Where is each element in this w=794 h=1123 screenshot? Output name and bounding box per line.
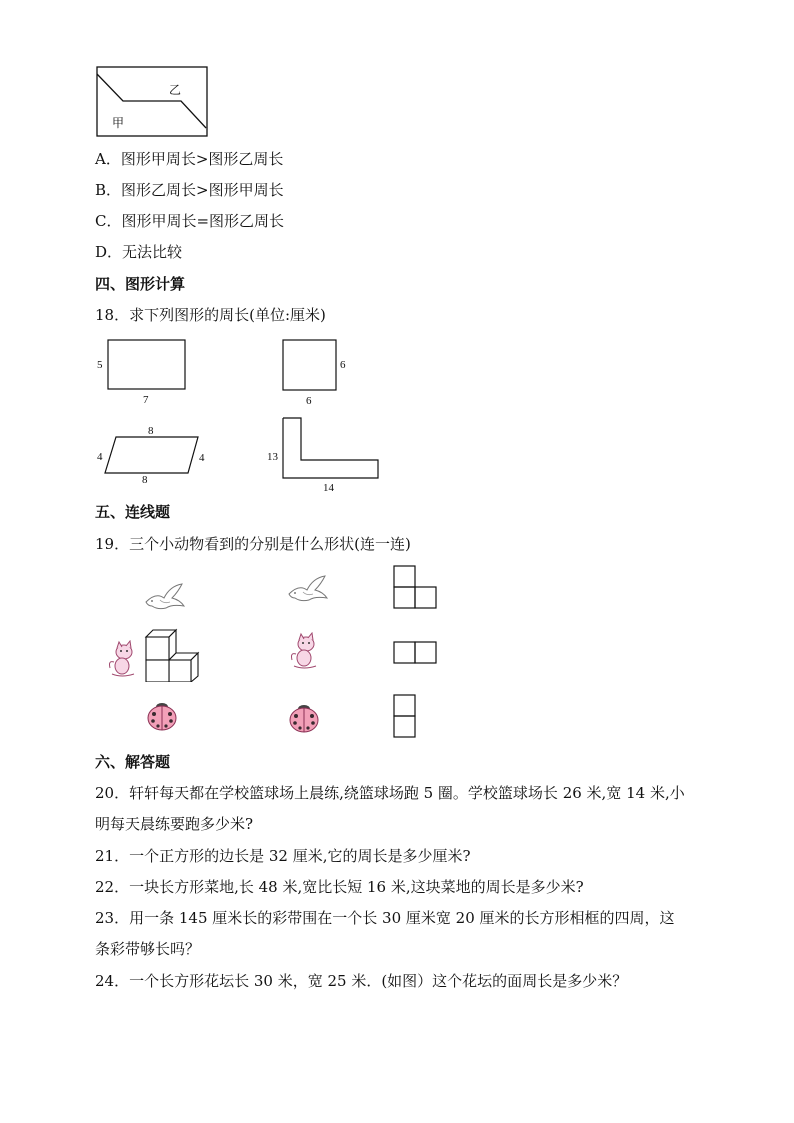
q17-label-jia: 甲 <box>112 116 125 130</box>
view-l-shape <box>393 565 439 611</box>
q18-para-right-label: 4 <box>199 452 205 464</box>
ladybug-icon <box>286 702 322 734</box>
q20-line1: 20．轩轩每天都在学校篮球场上晨练,绕篮球场跑 5 圈。学校篮球场长 26 米,宽 14 米,小 <box>95 784 685 802</box>
q20-line2: 明每天晨练要跑多少米? <box>95 815 254 833</box>
q18-para-bottom-label: 8 <box>142 474 148 486</box>
q18-para-top-label: 8 <box>148 425 154 437</box>
q18-text: 18．求下列图形的周长(单位:厘米) <box>95 306 326 324</box>
q18-square-right-label: 6 <box>340 359 346 371</box>
section-5-title: 五、连线题 <box>95 503 171 521</box>
section-6-title: 六、解答题 <box>95 753 171 771</box>
q18-square-bottom-label: 6 <box>306 395 312 407</box>
q17-label-yi: 乙 <box>169 83 182 97</box>
q18-l-shape <box>282 417 380 480</box>
q23-line1: 23．用一条 145 厘米长的彩带围在一个长 30 厘米宽 20 厘米的长方形相框的四周，这 <box>95 909 675 927</box>
view-vertical-two <box>393 694 417 739</box>
q21-text: 21．一个正方形的边长是 32 厘米,它的周长是多少厘米? <box>95 847 471 865</box>
q19-text: 19．三个小动物看到的分别是什么形状(连一连) <box>95 535 411 553</box>
q22-text: 22．一块长方形菜地,长 48 米,宽比长短 16 米,这块菜地的周长是多少米? <box>95 878 584 896</box>
bird-icon <box>285 574 331 606</box>
q18-rect-height-label: 5 <box>97 359 103 371</box>
q23-line2: 条彩带够长吗？ <box>95 940 201 958</box>
cat-icon <box>104 640 140 678</box>
q18-rectangle <box>107 339 187 391</box>
q18-rect-width-label: 7 <box>143 394 149 406</box>
q18-para-left-label: 4 <box>97 451 103 463</box>
q17-option-b: B．图形乙周长>图形甲周长 <box>95 181 284 199</box>
q18-square <box>282 339 338 392</box>
q17-option-c: C．图形甲周长=图形乙周长 <box>95 212 285 230</box>
view-horizontal-two <box>393 641 439 665</box>
q17-option-a: A．图形甲周长>图形乙周长 <box>95 150 284 168</box>
cube-stack-figure <box>144 628 200 682</box>
q18-parallelogram <box>104 436 200 476</box>
section-4-title: 四、图形计算 <box>95 275 186 293</box>
q18-l-height-label: 13 <box>267 451 278 463</box>
cat-icon <box>286 632 322 670</box>
q24-text: 24．一个长方形花坛长 30 米，宽 25 米．(如图）这个花坛的面周长是多少米？ <box>95 972 628 990</box>
bird-icon <box>142 582 188 614</box>
ladybug-icon <box>144 700 180 732</box>
q17-option-d: D．无法比较 <box>95 243 183 261</box>
q18-l-width-label: 14 <box>323 482 334 494</box>
